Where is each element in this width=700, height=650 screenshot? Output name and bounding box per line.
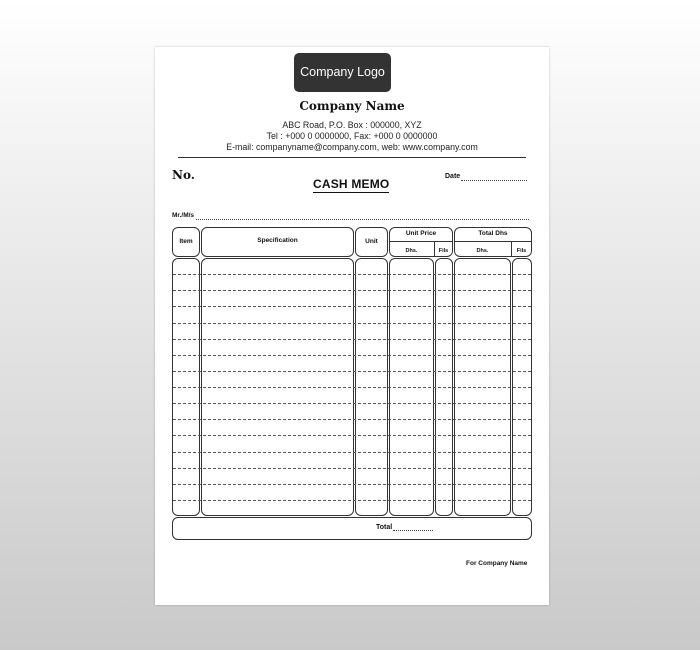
table-row: [173, 403, 531, 404]
table-row: [173, 419, 531, 420]
table-row: [173, 387, 531, 388]
memo-number-label: No.: [172, 168, 195, 182]
col-spec-header: Specification: [257, 237, 298, 244]
col-unit-price-header: Unit Price: [405, 230, 437, 237]
table-row: [173, 323, 531, 324]
email-line: E-mail: companyname@company.com, web: www.company.com: [226, 142, 478, 152]
table-row: [173, 306, 531, 307]
date-field[interactable]: [461, 180, 527, 181]
col-unit-header: Unit: [365, 238, 378, 245]
table-row: [173, 274, 531, 275]
table-row: [173, 339, 531, 340]
col-item-header: Item: [179, 238, 193, 245]
header-divider: [178, 157, 526, 158]
total-box: [172, 517, 532, 540]
unit-price-fils-header: Fils: [438, 248, 449, 254]
address-line: ABC Road, P.O. Box : 000000, XYZ: [282, 120, 422, 130]
total-dhs-header: Dhs.: [476, 248, 489, 254]
table-row: [173, 371, 531, 372]
company-name: Company Name: [299, 99, 405, 113]
total-split: [454, 241, 532, 242]
table-row: [173, 468, 531, 469]
phone-line: Tel : +000 0 0000000, Fax: +000 0 0000000: [266, 131, 438, 141]
table-row: [173, 500, 531, 501]
col-total-header: Total Dhs: [478, 230, 508, 237]
company-logo: Company Logo: [294, 53, 391, 92]
table-row: [173, 484, 531, 485]
cash-memo-sheet: [155, 47, 549, 605]
table-row: [173, 435, 531, 436]
table-row: [173, 290, 531, 291]
table-row: [173, 452, 531, 453]
unit-price-dhs-header: Dhs.: [405, 248, 418, 254]
customer-field[interactable]: [196, 219, 529, 220]
customer-label: Mr./M/s: [172, 212, 195, 219]
total-fils-header: Fils: [516, 248, 527, 254]
date-label: Date: [445, 173, 461, 180]
table-row: [173, 355, 531, 356]
signature-label: For Company Name: [466, 560, 528, 567]
total-label: Total: [376, 524, 393, 531]
memo-title: CASH MEMO: [313, 177, 390, 191]
total-field[interactable]: [393, 530, 433, 531]
unit-price-split: [389, 241, 453, 242]
